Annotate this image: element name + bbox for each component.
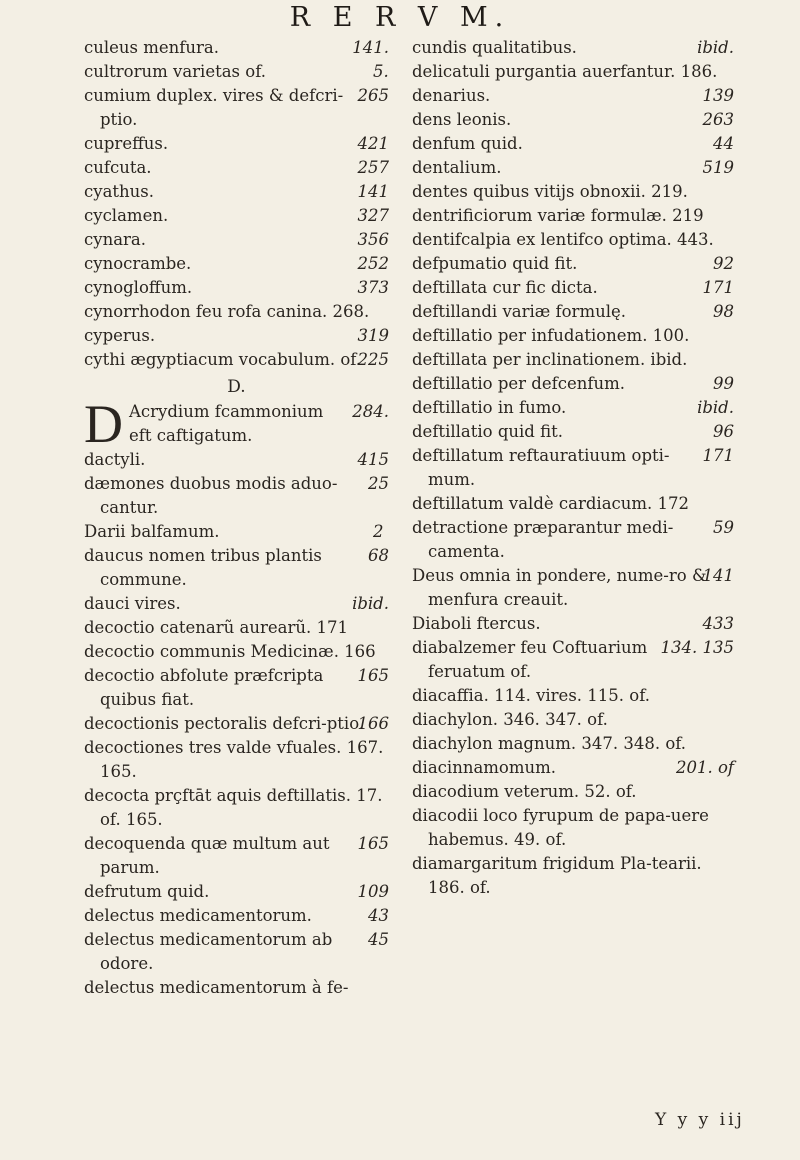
index-entry xyxy=(84,784,389,832)
entry-page: 92 xyxy=(713,254,734,273)
entry-text: cundis qualitatibus. xyxy=(412,38,577,57)
entry-page: 99 xyxy=(713,374,734,393)
index-entry xyxy=(412,300,734,324)
index-entry xyxy=(412,36,734,60)
entry-text: cynocrambe. xyxy=(84,254,192,273)
entry-text: dentifcalpia ex lentifco optima. 443. xyxy=(412,230,714,249)
index-entry xyxy=(84,252,389,276)
index-entry xyxy=(412,348,734,372)
entry-text: denarius. xyxy=(412,86,491,105)
index-entry xyxy=(84,276,389,300)
entry-page: 421 xyxy=(357,134,389,153)
index-entry xyxy=(84,928,389,976)
entry-page: 171 xyxy=(702,278,734,297)
index-entry xyxy=(84,904,389,928)
entry-page: 225 xyxy=(357,350,389,369)
left-column xyxy=(84,36,389,1000)
entry-text: deftillatum valdè cardiacum. 172 xyxy=(412,494,690,513)
entry-page: 45 xyxy=(368,930,389,949)
entry-text: dauci vires. xyxy=(84,594,181,613)
index-entry xyxy=(84,228,389,252)
entry-text: deftillatio in fumo. xyxy=(412,398,567,417)
entry-text: cynara. xyxy=(84,230,146,249)
index-entry xyxy=(84,300,389,324)
entry-page: 134. 135 xyxy=(660,638,734,657)
entry-page: 68 xyxy=(368,546,389,565)
entry-text: deftillatio per infudationem. 100. xyxy=(412,326,690,345)
index-entry xyxy=(84,712,389,736)
entry-page: 139 xyxy=(702,86,734,105)
index-entry xyxy=(84,976,389,1000)
entry-text: cynogloffum. xyxy=(84,278,193,297)
entry-page: 141 xyxy=(357,182,389,201)
right-column xyxy=(412,36,734,900)
index-entry xyxy=(412,708,734,732)
index-entry xyxy=(84,36,389,60)
entry-page: 171 xyxy=(702,446,734,465)
entry-text: diamargaritum frigidum Pla-tearii. 186. of. xyxy=(412,854,702,897)
entry-page: ibid. xyxy=(697,38,734,57)
entry-page: 98 xyxy=(713,302,734,321)
index-entry xyxy=(412,684,734,708)
index-entry xyxy=(84,156,389,180)
dropcap-entry xyxy=(84,394,389,454)
entry-text: deftillata cur fic dicta. xyxy=(412,278,598,297)
entry-page: 373 xyxy=(357,278,389,297)
entry-text: cyclamen. xyxy=(84,206,169,225)
entry-text: delectus medicamentorum à fe- xyxy=(84,978,349,997)
entry-text: diachylon magnum. 347. 348. of. xyxy=(412,734,687,753)
entry-text: Diaboli ftercus. xyxy=(412,614,541,633)
entry-text: defpumatio quid fit. xyxy=(412,254,578,273)
entry-text: delicatuli purgantia auerfantur. 186. xyxy=(412,62,718,81)
entry-text: delectus medicamentorum ab odore. xyxy=(84,930,333,973)
index-entry xyxy=(412,804,734,852)
index-entry xyxy=(84,180,389,204)
entry-page: 141. xyxy=(352,38,389,57)
index-entry xyxy=(84,60,389,84)
index-entry xyxy=(84,204,389,228)
entry-page: 2 xyxy=(373,522,384,541)
index-entry xyxy=(412,204,734,228)
index-entry xyxy=(84,132,389,156)
entry-text: decoquenda quæ multum aut parum. xyxy=(84,834,330,877)
index-entry xyxy=(412,108,734,132)
entry-text: cumium duplex. vires & defcri-ptio. xyxy=(84,86,344,129)
index-entry xyxy=(412,60,734,84)
entry-page: 327 xyxy=(357,206,389,225)
index-entry xyxy=(412,852,734,900)
entry-page: 44 xyxy=(713,134,734,153)
entry-text: dens leonis. xyxy=(412,110,512,129)
entry-text: dactyli. xyxy=(84,450,146,469)
entry-text: dentalium. xyxy=(412,158,502,177)
index-entry xyxy=(412,444,734,492)
entry-page: 165 xyxy=(357,666,389,685)
entry-text: cynorrhodon feu rofa canina. 268. xyxy=(84,302,370,321)
entry-text: decoctionis pectoralis defcri-ptio. xyxy=(84,714,365,733)
entry-page: 96 xyxy=(713,422,734,441)
index-entry xyxy=(84,84,389,132)
index-entry xyxy=(412,132,734,156)
entry-page: 356 xyxy=(357,230,389,249)
entry-page: ibid. xyxy=(697,398,734,417)
index-entry xyxy=(412,252,734,276)
entry-text: delectus medicamentorum. xyxy=(84,906,312,925)
index-entry xyxy=(84,544,389,592)
index-entry xyxy=(412,420,734,444)
entry-page: 263 xyxy=(702,110,734,129)
index-entry xyxy=(412,228,734,252)
entry-text: dentes quibus vitijs obnoxii. 219. xyxy=(412,182,688,201)
entry-text: decocta prçftāt aquis deftillatis. 17. of. 165. xyxy=(84,786,383,829)
entry-page: 165 xyxy=(357,834,389,853)
entry-text: defrutum quid. xyxy=(84,882,210,901)
index-entry xyxy=(412,324,734,348)
entry-text: diacinnamomum. xyxy=(412,758,557,777)
index-entry xyxy=(412,516,734,564)
entry-page: 415 xyxy=(357,450,389,469)
index-entry xyxy=(84,880,389,904)
index-entry xyxy=(84,324,389,348)
entry-page: 257 xyxy=(357,158,389,177)
entry-text: decoctio catenarũ aurearũ. 171 xyxy=(84,618,348,637)
entry-page: 25 xyxy=(368,474,389,493)
entry-text: deftillatum reftauratiuum opti-mum. xyxy=(412,446,670,489)
index-entry xyxy=(412,732,734,756)
index-entry xyxy=(412,564,734,612)
index-entry xyxy=(84,472,389,520)
entry-text: cyathus. xyxy=(84,182,154,201)
entry-page: 141 xyxy=(702,566,734,585)
entry-text: dentrificiorum variæ formulæ. 219 xyxy=(412,206,704,225)
entry-page: 43 xyxy=(368,906,389,925)
entry-text: cythi ægyptiacum vocabulum. of. xyxy=(84,350,362,369)
index-entry xyxy=(84,832,389,880)
entry-text: detractione præparantur medi-camenta. xyxy=(412,518,674,561)
entry-page: 265 xyxy=(357,86,389,105)
entry-text: diacaffia. 114. vires. 115. of. xyxy=(412,686,650,705)
entry-text: deftillata per inclinationem. ibid. xyxy=(412,350,688,369)
entry-text: diabalzemer feu Coftuarium feruatum of. xyxy=(412,638,648,681)
entry-text: deftillatio per defcenfum. xyxy=(412,374,625,393)
index-entry xyxy=(84,736,389,784)
entry-text: Acrydium fcammonium eft caftigatum. xyxy=(129,402,324,445)
entry-text: deftillandi variæ formulę. xyxy=(412,302,627,321)
entry-text: culeus menfura. xyxy=(84,38,219,57)
entry-page: 201. of xyxy=(675,758,734,777)
dropcap-letter: D xyxy=(84,394,123,454)
index-entry xyxy=(84,616,389,640)
index-entry xyxy=(412,492,734,516)
entry-text: dæmones duobus modis aduo-cantur. xyxy=(84,474,338,517)
entry-page: 109 xyxy=(357,882,389,901)
entry-text: cupreffus. xyxy=(84,134,169,153)
entry-text: diachylon. 346. 347. of. xyxy=(412,710,608,729)
index-entry xyxy=(84,520,389,544)
index-entry xyxy=(84,640,389,664)
index-entry xyxy=(412,396,734,420)
entry-text: decoctio communis Medicinæ. 166 xyxy=(84,642,376,661)
entry-page: 166 xyxy=(357,714,389,733)
index-entry xyxy=(412,780,734,804)
entry-page: 519 xyxy=(702,158,734,177)
entry-text: decoctio abfolute præfcripta quibus fiat. xyxy=(84,666,324,709)
entry-text: denfum quid. xyxy=(412,134,523,153)
entry-text: diacodium veterum. 52. of. xyxy=(412,782,637,801)
running-header: R E R V M. xyxy=(289,2,511,33)
entry-text: Darii balfamum. xyxy=(84,522,220,541)
index-entry xyxy=(412,372,734,396)
entry-text: cufcuta. xyxy=(84,158,152,177)
index-entry xyxy=(412,156,734,180)
entry-text: deftillatio quid fit. xyxy=(412,422,563,441)
entry-page: 319 xyxy=(357,326,389,345)
entry-page: ibid. xyxy=(352,594,389,613)
signature-mark: Y y y iij xyxy=(655,1110,745,1130)
entry-text: Deus omnia in pondere, nume-ro & menfura creauit. xyxy=(412,566,707,609)
entry-page: 284. xyxy=(352,402,389,421)
entry-text: daucus nomen tribus plantis commune. xyxy=(84,546,322,589)
section-heading-d: D. xyxy=(227,377,246,397)
index-entry xyxy=(412,180,734,204)
index-entry xyxy=(412,276,734,300)
entry-page: 252 xyxy=(357,254,389,273)
index-entry xyxy=(412,84,734,108)
entry-text: decoctiones tres valde vfuales. 167. 165. xyxy=(84,738,384,781)
index-entry xyxy=(84,448,389,472)
index-entry xyxy=(412,612,734,636)
index-entry xyxy=(412,636,734,684)
index-entry xyxy=(84,664,389,712)
entry-text: cyperus. xyxy=(84,326,156,345)
entry-page: 5. xyxy=(373,62,389,81)
entry-text: cultrorum varietas of. xyxy=(84,62,266,81)
index-entry xyxy=(84,592,389,616)
entry-text: diacodii loco fyrupum de papa-uere habemus. 49. of. xyxy=(412,806,709,849)
entry-page: 59 xyxy=(713,518,734,537)
index-entry xyxy=(84,348,389,372)
entry-page: 433 xyxy=(702,614,734,633)
index-entry xyxy=(412,756,734,780)
